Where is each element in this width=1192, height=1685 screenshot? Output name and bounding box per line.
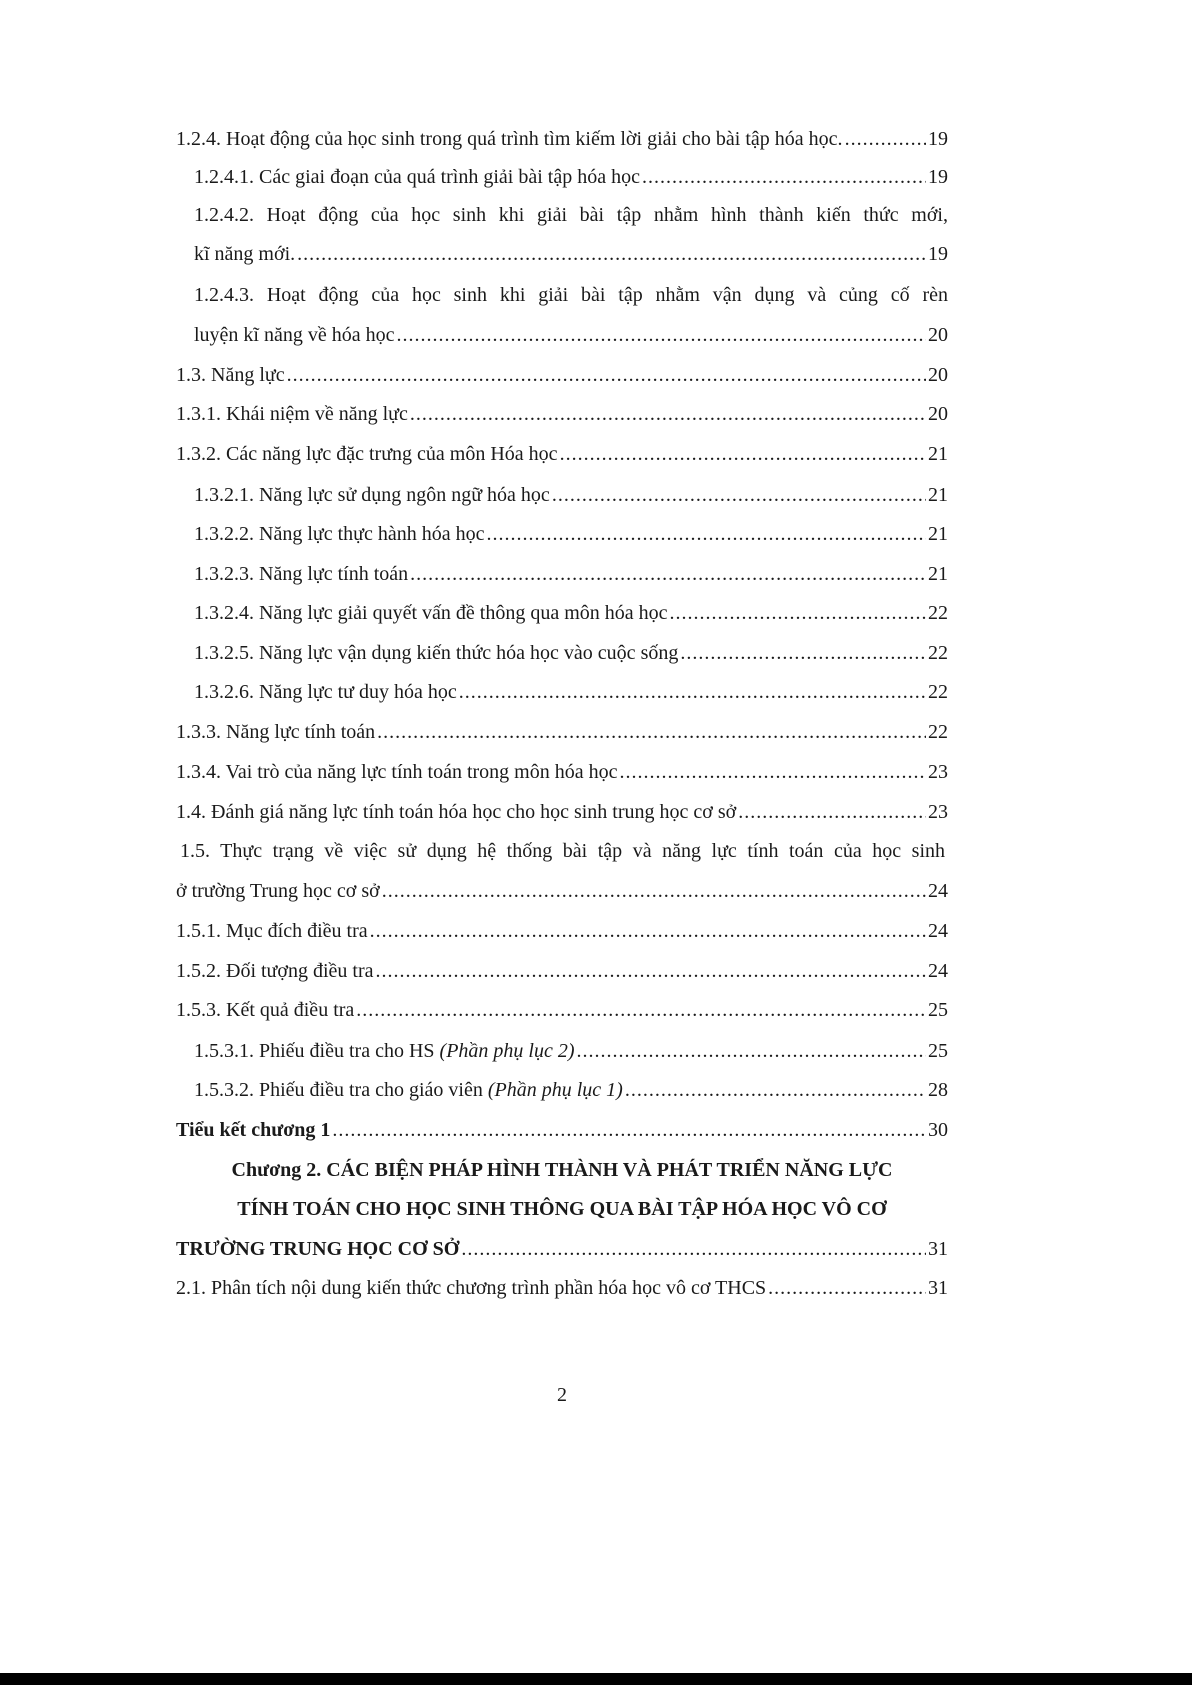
toc-entry-title: 1.3.2.2. Năng lực thực hành hóa học xyxy=(194,523,485,545)
toc-entry-title: 1.5.1. Mục đích điều tra xyxy=(176,920,368,942)
toc-leader-dots xyxy=(376,958,927,984)
toc-entry xyxy=(176,759,948,785)
toc-entry xyxy=(194,1038,948,1064)
toc-entry-title: 1.3.2.3. Năng lực tính toán xyxy=(194,563,409,585)
toc-entry-title: 1.3.2.5. Năng lực vận dụng kiến thức hóa học vào cuộc sống xyxy=(194,642,679,664)
toc-leader-dots xyxy=(560,441,926,467)
toc-entry-page: 22 xyxy=(928,602,948,624)
toc-entry-page: 28 xyxy=(928,1079,948,1101)
toc-entry-title: 1.2.4. Hoạt động của học sinh trong quá trình tìm kiếm lời giải cho bài tập hóa học. xyxy=(176,128,843,150)
toc-leader-dots xyxy=(680,640,926,666)
toc-entry xyxy=(194,679,948,705)
toc-entry-title: 1.3.2.6. Năng lực tư duy hóa học xyxy=(194,681,457,703)
toc-entry xyxy=(176,1275,948,1301)
toc-entry xyxy=(176,1117,948,1143)
toc-entry-page: 21 xyxy=(928,484,948,506)
toc-entry-title: ở trường Trung học cơ sở xyxy=(176,880,380,902)
toc-entry-title: 1.3.1. Khái niệm về năng lực xyxy=(176,403,408,425)
toc-leader-dots xyxy=(625,1077,926,1103)
toc-entry-page: 24 xyxy=(928,880,948,902)
toc-entry-page: 24 xyxy=(928,960,948,982)
toc-entry-title: 1.3.2.4. Năng lực giải quyết vấn đề thông qua môn hóa học xyxy=(194,602,668,624)
toc-entry-title: luyện kĩ năng về hóa học xyxy=(194,324,395,346)
toc-entry xyxy=(176,126,948,152)
toc-entry-line1: 1.5. Thực trạng về việc sử dụng hệ thống bài tập và năng lực tính toán của học sinh xyxy=(180,840,945,862)
toc-chapter-line1: Chương 2. CÁC BIỆN PHÁP HÌNH THÀNH VÀ PHÁT TRIỂN NĂNG LỰC xyxy=(231,1159,893,1181)
toc-entry xyxy=(176,958,948,984)
toc-leader-dots xyxy=(642,164,926,190)
toc-leader-dots xyxy=(377,719,926,745)
toc-entry-page: 23 xyxy=(928,761,948,783)
toc-leader-dots xyxy=(845,126,926,152)
toc-entry xyxy=(194,1077,948,1103)
toc-entry-page: 25 xyxy=(928,999,948,1021)
toc-entry xyxy=(176,362,948,388)
toc-chapter-line2: TÍNH TOÁN CHO HỌC SINH THÔNG QUA BÀI TẬP HÓA HỌC VÔ CƠ xyxy=(237,1198,887,1220)
toc-entry-note: (Phần phụ lục 2) xyxy=(439,1040,575,1062)
toc-entry-title: 1.3.3. Năng lực tính toán xyxy=(176,721,376,743)
toc-entry-title: 1.3. Năng lực xyxy=(176,364,285,386)
toc-entry-title: 1.3.2. Các năng lực đặc trưng của môn Hóa học xyxy=(176,443,558,465)
toc-entry-title: 1.3.4. Vai trò của năng lực tính toán trong môn hóa học xyxy=(176,761,618,783)
toc-entry-title: 1.2.4.1. Các giai đoạn của quá trình giải bài tập hóa học xyxy=(194,166,640,188)
toc-leader-dots xyxy=(552,482,926,508)
toc-leader-dots xyxy=(397,322,927,348)
toc-entry-page: 30 xyxy=(928,1119,948,1141)
toc-entry-page: 19 xyxy=(928,128,948,150)
toc-entry-title: 1.5.2. Đối tượng điều tra xyxy=(176,960,374,982)
toc-entry xyxy=(176,401,948,427)
toc-leader-dots xyxy=(370,918,926,944)
toc-entry xyxy=(194,322,948,348)
toc-entry-page: 19 xyxy=(928,243,948,265)
toc-entry xyxy=(176,1236,948,1262)
toc-entry xyxy=(176,918,948,944)
toc-leader-dots xyxy=(670,600,926,626)
toc-leader-dots xyxy=(768,1275,926,1301)
toc-leader-dots xyxy=(461,1236,926,1262)
toc-entry-page: 21 xyxy=(928,443,948,465)
toc-entry-page: 20 xyxy=(928,324,948,346)
toc-entry-page: 20 xyxy=(928,364,948,386)
toc-entry-title: 2.1. Phân tích nội dung kiến thức chương trình phần hóa học vô cơ THCS xyxy=(176,1277,767,1299)
toc-entry-title: TRƯỜNG TRUNG HỌC CƠ SỞ xyxy=(176,1238,460,1260)
toc-entry-title-text: 1.5.3.2. Phiếu điều tra cho giáo viên xyxy=(194,1079,488,1101)
toc-leader-dots xyxy=(356,997,926,1023)
toc-entry xyxy=(194,164,948,190)
toc-entry-page: 21 xyxy=(928,563,948,585)
toc-entry xyxy=(194,521,948,547)
page-number: 2 xyxy=(557,1384,567,1406)
toc-entry-page: 31 xyxy=(928,1238,948,1260)
toc-leader-dots xyxy=(410,401,926,427)
toc-entry-note: (Phần phụ lục 1) xyxy=(487,1079,623,1101)
toc-leader-dots xyxy=(738,799,926,825)
toc-entry xyxy=(194,640,948,666)
toc-entry-page: 20 xyxy=(928,403,948,425)
toc-entry-page: 25 xyxy=(928,1040,948,1062)
toc-entry xyxy=(176,799,948,825)
toc-leader-dots xyxy=(459,679,926,705)
toc-entry-title: 1.4. Đánh giá năng lực tính toán hóa học cho học sinh trung học cơ sở xyxy=(176,801,737,823)
toc-leader-dots xyxy=(382,878,926,904)
toc-entry-title: 1.5.3. Kết quả điều tra xyxy=(176,999,355,1021)
toc-entry xyxy=(194,600,948,626)
toc-leader-dots xyxy=(577,1038,926,1064)
toc-entry-line1: 1.2.4.3. Hoạt động của học sinh khi giải bài tập nhằm vận dụng và củng cố rèn xyxy=(194,284,948,306)
toc-entry-page: 19 xyxy=(928,166,948,188)
toc-entry-page: 31 xyxy=(928,1277,948,1299)
toc-leader-dots xyxy=(332,1117,926,1143)
toc-entry-page: 21 xyxy=(928,523,948,545)
toc-entry-title xyxy=(194,1077,623,1103)
toc-entry xyxy=(176,441,948,467)
toc-entry xyxy=(194,241,948,267)
toc-entry-page: 23 xyxy=(928,801,948,823)
toc-leader-dots xyxy=(620,759,927,785)
toc-entry-page: 22 xyxy=(928,721,948,743)
toc-entry xyxy=(176,719,948,745)
toc-entry xyxy=(194,482,948,508)
toc-leader-dots xyxy=(287,362,926,388)
toc-entry-title xyxy=(194,1038,575,1064)
toc-entry-title-text: 1.5.3.1. Phiếu điều tra cho HS xyxy=(194,1040,440,1062)
toc-leader-dots xyxy=(410,561,926,587)
toc-entry-page: 24 xyxy=(928,920,948,942)
toc-entry-title: 1.3.2.1. Năng lực sử dụng ngôn ngữ hóa học xyxy=(194,484,550,506)
toc-entry-title: kĩ năng mới. xyxy=(194,243,296,265)
toc-entry xyxy=(176,997,948,1023)
toc-leader-dots xyxy=(297,241,926,267)
toc-leader-dots xyxy=(487,521,927,547)
toc-entry-line1: 1.2.4.2. Hoạt động của học sinh khi giải bài tập nhằm hình thành kiến thức mới, xyxy=(194,204,948,226)
bottom-border xyxy=(0,1673,1192,1685)
toc-entry xyxy=(176,878,948,904)
toc-entry-title: Tiểu kết chương 1 xyxy=(176,1119,331,1141)
toc-entry xyxy=(194,561,948,587)
toc-entry-page: 22 xyxy=(928,681,948,703)
toc-entry-page: 22 xyxy=(928,642,948,664)
